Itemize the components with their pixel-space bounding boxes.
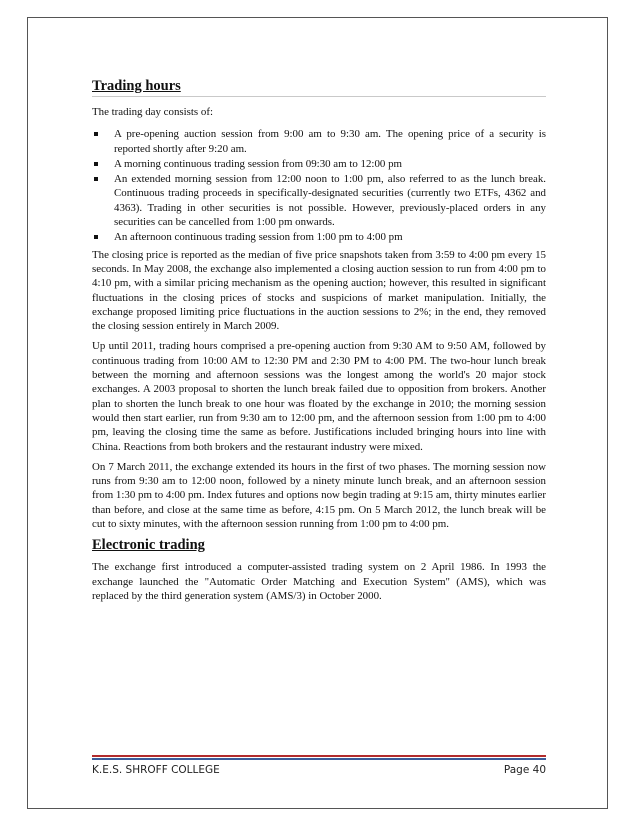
bullet-icon (94, 162, 98, 166)
paragraph-trading-hours-history: Up until 2011, trading hours comprised a pre-opening auction from 9:30 AM to 9:50 AM, followed by continuous trading from 10:00 AM to 12:30 PM and 2:30 PM to 4:00 PM. The two-hour lunch break between the morning and afternoon sessions was the longest among the world's 20 major stock exchanges. A 2003 proposal to shorten the lunch break failed due to opposition from brokers. Another plan to shorten the lunch break to one hour was floated by the exchange in 2010; the morning session would then start earlier, run from 9:30 am to 12:00 pm, and the afternoon session from 1:00 pm to 4:00 pm, leaving the closing time the same as before. Justifications included bringing hours into line with China. Reactions from both brokers and the restaurant industry were mixed. (92, 340, 546, 453)
section-heading-electronic-trading: Electronic trading (92, 537, 205, 554)
paragraph-closing-price: The closing price is reported as the median of five price snapshots taken from 3:59 to 4:00 pm every 15 seconds. In May 2008, the exchange also implemented a closing auction session to run from 4:00 pm to 4:10 pm, with a similar pricing mechanism as the opening auction; however, this resulted in significant fluctuations in the closing prices of stocks and suspicions of market manipulation. Initially, the exchange proposed limiting price fluctuations in the auction sessions to 2%; in the end, they removed the closing session entirely in March 2009. (92, 248, 546, 333)
footer-page-number: Page 40 (503, 764, 546, 776)
section-heading-trading-hours: Trading hours (92, 78, 181, 94)
page-footer (92, 764, 546, 776)
list-item-text: An afternoon continuous trading session from 1:00 pm to 4:00 pm (114, 231, 403, 244)
bullet-icon (94, 235, 98, 239)
trading-sessions-list (92, 127, 546, 244)
list-item (92, 172, 546, 229)
footer-college-name: K.E.S. SHROFF COLLEGE (92, 764, 220, 776)
list-item-text: A morning continuous trading session from 09:30 am to 12:00 pm (114, 157, 402, 170)
intro-text: The trading day consists of: (92, 106, 213, 118)
list-item (92, 157, 546, 171)
bullet-icon (94, 177, 98, 181)
list-item-text: A pre-opening auction session from 9:00 am to 9:30 am. The opening price of a security is reported shortly after 9:20 am. (114, 128, 546, 155)
document-body (92, 78, 546, 609)
heading-rule (92, 78, 546, 97)
list-item (92, 127, 546, 156)
footer-rule-red (92, 755, 546, 757)
paragraph-electronic-trading: The exchange first introduced a computer-assisted trading system on 2 April 1986. In 1993 the exchange launched the "Automatic Order Matching and Execution System" (AMS), which was replaced by the third generation system (AMS/3) in October 2000. (92, 561, 546, 602)
list-item (92, 230, 546, 244)
list-item-text: An extended morning session from 12:00 noon to 1:00 pm, also referred to as the lunch break. Continuous trading proceeds in specifically-designated securities (currently two ETFs, 4362 and 4363). Trading in other securities is not possible. However, previously-placed orders in any securities can be cancelled from 1:00 pm onwards. (114, 173, 546, 229)
bullet-icon (94, 132, 98, 136)
section-electronic-trading (92, 537, 546, 603)
paragraph-extended-hours: On 7 March 2011, the exchange extended its hours in the first of two phases. The morning session now runs from 9:30 am to 12:00 noon, followed by a ninety minute lunch break, and an afternoon session from 1:30 pm to 4:00 pm. Index futures and options now begin trading at 9:15 am, thirty minutes earlier than before, and close at the same time as before, 4:15 pm. On 5 March 2012, the lunch break will be cut to sixty minutes, with the afternoon session running from 1:00 pm to 4:00 pm. (92, 460, 546, 531)
footer-rule-blue (92, 758, 546, 760)
